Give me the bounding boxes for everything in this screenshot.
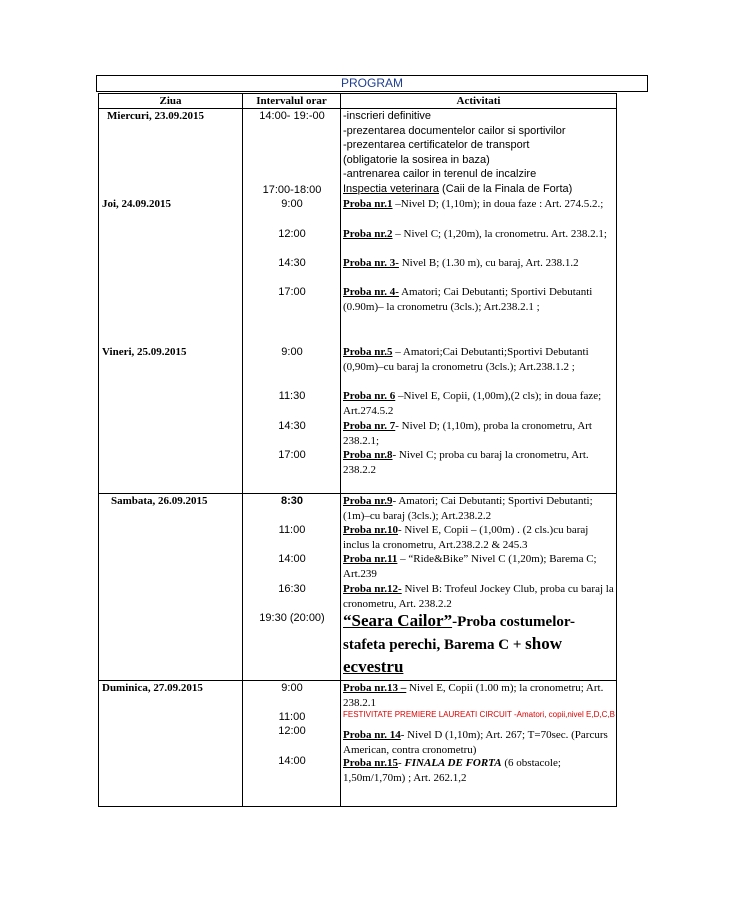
proba-label: Proba nr.12- <box>343 583 402 595</box>
proba-text: - <box>398 757 405 769</box>
activity-entry <box>343 285 615 314</box>
proba-label: Proba nr.15 <box>343 757 399 769</box>
header-day: Ziua <box>99 94 243 109</box>
proba-text: – Nivel C; (1,20m), la cronometru. Art. 238.2.1; <box>392 228 607 240</box>
activity-entry <box>343 345 615 374</box>
activities-cell <box>341 494 617 681</box>
time-slot: 9:00 <box>281 198 303 210</box>
time-slot: 17:00-18:00 <box>262 184 322 196</box>
evening-event <box>343 610 615 679</box>
activity-entry <box>343 227 615 242</box>
proba-text: FINALA DE FORTA <box>404 757 502 769</box>
time-slot: 17:00 <box>278 286 306 298</box>
proba-label: Proba nr. 7 <box>343 420 396 432</box>
activity-entry <box>343 756 615 785</box>
time-slot: 14:30 <box>278 420 306 432</box>
proba-label: Proba nr.10 <box>343 524 399 536</box>
proba-label: Proba nr.11 <box>343 553 398 565</box>
header-row <box>99 94 617 109</box>
time-slot: 11:30 <box>278 390 306 402</box>
time-slot: 12:00 <box>278 228 306 240</box>
festivity-note: FESTIVITATE PREMIERE LAUREATI CIRCUIT -Amatori, copii,nivel E,D,C,B <box>343 710 615 719</box>
time-slot: 9:00 <box>281 346 303 358</box>
activity-entry <box>343 419 615 448</box>
proba-text: – “Ride&Bike” Nivel C (1,20m); Barema C; Art.239 <box>343 553 597 580</box>
proba-text: Nivel E, Copii (1.00 m); la cronometru; Art. 238.2.1 <box>343 682 604 709</box>
proba-text: - Nivel D; (1,10m), proba la cronometru, Art 238.2.1; <box>343 420 592 447</box>
time-slot: 11:00 <box>278 711 306 723</box>
proba-text: (6 obstacole; 1,50m/1,70m) ; Art. 262.1,2 <box>343 757 561 784</box>
day-cell <box>99 494 243 681</box>
activity-entry <box>343 523 615 552</box>
time-cell <box>243 109 341 494</box>
time-slot: 16:30 <box>278 583 306 595</box>
time-slot: 9:00 <box>281 682 303 694</box>
proba-text: –Nivel E, Copii, (1,00m),(2 cls); in doua faze; Art.274.5.2 <box>343 390 602 417</box>
activity-line <box>343 182 615 197</box>
table-row <box>99 494 617 681</box>
table-row <box>99 109 617 494</box>
activity-line: -prezentarea certificatelor de transport <box>343 139 530 151</box>
table-row <box>99 681 617 807</box>
activity-entry <box>343 582 615 611</box>
proba-label: Proba nr. 4- <box>343 286 399 298</box>
activity-link: Inspectia veterinara <box>343 182 439 195</box>
activity-entry <box>343 389 615 418</box>
proba-text: – Amatori;Cai Debutanti;Sportivi Debutanti (0,90m)–cu baraj la cronometru (3cls.); Art.238.1.2 ; <box>343 346 589 373</box>
time-slot: 12:00 <box>278 725 306 737</box>
proba-label: Proba nr.2 <box>343 228 393 240</box>
header-activities: Activitati <box>341 94 617 109</box>
activity-line: -inscrieri definitive <box>343 110 432 122</box>
activities-cell <box>341 109 617 494</box>
time-slot: 14:00 <box>278 755 306 767</box>
proba-label: “Seara Cailor” <box>343 611 453 630</box>
time-slot: 14:00- 19:-00 <box>259 110 325 122</box>
activity-entry <box>343 256 615 271</box>
time-slot: 17:00 <box>278 449 306 461</box>
activity-line: -prezentarea documentelor cailor si sportivilor <box>343 124 566 137</box>
program-title: PROGRAM <box>96 75 648 92</box>
proba-text: -Proba costumelor- stafeta perechi, Barema C + <box>343 614 575 653</box>
activity-text: (Caii de la Finala de Forta) <box>439 182 573 195</box>
proba-text: - Nivel E, Copii – (1,00m) . (2 cls.)cu baraj inclus la cronometru, Art.238.2.2 & 245.3 <box>343 524 589 551</box>
time-cell <box>243 494 341 681</box>
header-time: Intervalul orar <box>243 94 341 109</box>
activity-entry <box>343 494 615 523</box>
day-label: Joi, 24.09.2015 <box>102 198 172 210</box>
proba-label: Proba nr.1 <box>343 198 393 210</box>
time-slot: 19:30 (20:00) <box>259 612 325 624</box>
proba-text: –Nivel D; (1,10m); in doua faze : Art. 274.5.2.; <box>392 198 604 210</box>
time-cell <box>243 681 341 807</box>
time-slot: 8:30 <box>280 495 304 507</box>
proba-label: Proba nr. 6 <box>343 390 396 402</box>
time-slot: 11:00 <box>278 524 306 536</box>
proba-label: Proba nr. 3- <box>343 257 399 269</box>
day-label: Miercuri, 23.09.2015 <box>107 110 204 122</box>
activity-entry <box>343 552 615 581</box>
activity-list <box>343 109 615 196</box>
proba-text: - Nivel D (1,10m); Art. 267; T=70sec. (Parcurs American, contra cronometru) <box>343 729 608 756</box>
day-label: Duminica, 27.09.2015 <box>102 682 203 694</box>
proba-label: Proba nr.8 <box>343 449 393 461</box>
activity-entry <box>343 728 615 757</box>
day-cell <box>99 109 243 494</box>
proba-text: show <box>525 634 562 653</box>
day-label: Vineri, 25.09.2015 <box>102 346 187 358</box>
proba-label: Proba nr.5 <box>343 346 393 358</box>
proba-text: - Nivel C; proba cu baraj la cronometru, Art. 238.2.2 <box>343 449 589 476</box>
day-label: Sambata, 26.09.2015 <box>111 495 208 507</box>
activity-entry <box>343 681 615 710</box>
proba-text: Nivel B; (1.30 m), cu baraj, Art. 238.1.2 <box>398 257 579 269</box>
time-slot: 14:00 <box>278 553 306 565</box>
activity-entry <box>343 197 615 212</box>
time-slot: 14:30 <box>278 257 306 269</box>
activity-line: (obligatorie la sosirea in baza) <box>343 153 490 166</box>
activity-entry <box>343 448 615 477</box>
proba-label: Proba nr.13 – <box>343 682 407 694</box>
proba-text: ecvestru <box>343 657 404 676</box>
activity-line: -antrenarea cailor in terenul de incalzire <box>343 168 537 180</box>
activities-cell <box>341 681 617 807</box>
day-cell <box>99 681 243 807</box>
schedule-table <box>98 93 617 807</box>
proba-label: Proba nr.9 <box>343 495 393 507</box>
proba-text: Amatori; Cai Debutanti; Sportivi Debutanti (0.90m)– la cronometru (3cls.); Art.238.2.1 ; <box>343 286 593 313</box>
proba-label: Proba nr. 14 <box>343 729 401 741</box>
proba-text: Nivel B: Trofeul Jockey Club, proba cu baraj la cronometru, Art. 238.2.2 <box>343 583 614 610</box>
proba-text: - Amatori; Cai Debutanti; Sportivi Debutanti; (1m)–cu baraj (3cls.); Art.238.2.2 <box>343 495 593 522</box>
